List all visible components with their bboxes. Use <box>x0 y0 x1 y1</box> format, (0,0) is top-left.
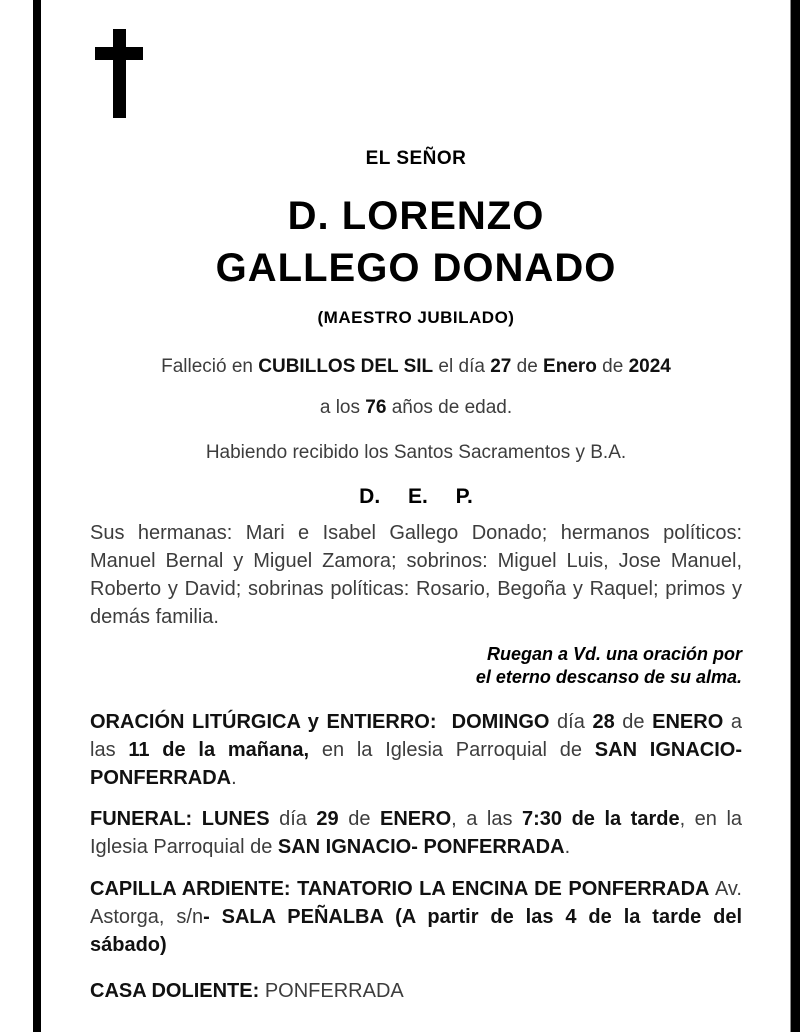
family-paragraph: Sus hermanas: Mari e Isabel Gallego Donado; hermanos políticos: Manuel Bernal y Miguel Zamora; sobrinos: Miguel Luis, Jose Manuel, Roberto y David; sobrinas políticas: Rosario, Begoña y Raquel; primos y demás familia. <box>90 522 742 628</box>
liturgy-burial-info: ORACIÓN LITÚRGICA y ENTIERRO: DOMINGO día 28 de ENERO a las 11 de la mañana, en la Iglesia Parroquial de SAN IGNACIO- PONFERRADA. <box>90 711 743 789</box>
prayer-request <box>90 643 742 689</box>
death-age: a los 76 años de edad. <box>319 397 513 418</box>
deceased-subtitle: (MAESTRO JUBILADO) <box>317 308 515 327</box>
deceased-name-line1: D. LORENZO <box>287 194 545 238</box>
funeral-info: FUNERAL: LUNES día 29 de ENERO, a las 7:30 de la tarde, en la Iglesia Parroquial de SAN IGNACIO- PONFERRADA. <box>90 808 743 858</box>
death-place-date: Falleció en CUBILLOS DEL SIL el día 27 de Enero de 2024 <box>161 356 671 377</box>
mourning-house-info: CASA DOLIENTE: PONFERRADA <box>90 980 404 1002</box>
wake-chapel-info: CAPILLA ARDIENTE: TANATORIO LA ENCINA DE PONFERRADA Av. Astorga, s/n- SALA PEÑALBA (A partir de las 4 de la tarde del sábado) <box>90 878 743 956</box>
sacraments-line: Habiendo recibido los Santos Sacramentos y B.A. <box>205 442 627 463</box>
left-border <box>33 0 41 1032</box>
obituary-content <box>90 0 742 1005</box>
right-border <box>790 0 800 1032</box>
deceased-name-line2: GALLEGO DONADO <box>215 246 617 290</box>
prayer-line2: el eterno descanso de su alma. <box>475 667 742 687</box>
deceased-name <box>90 190 742 294</box>
honorific: EL SEÑOR <box>365 148 467 169</box>
prayer-line1: Ruegan a Vd. una oración por <box>486 644 742 664</box>
dep-abbreviation: D. E. P. <box>359 485 473 508</box>
